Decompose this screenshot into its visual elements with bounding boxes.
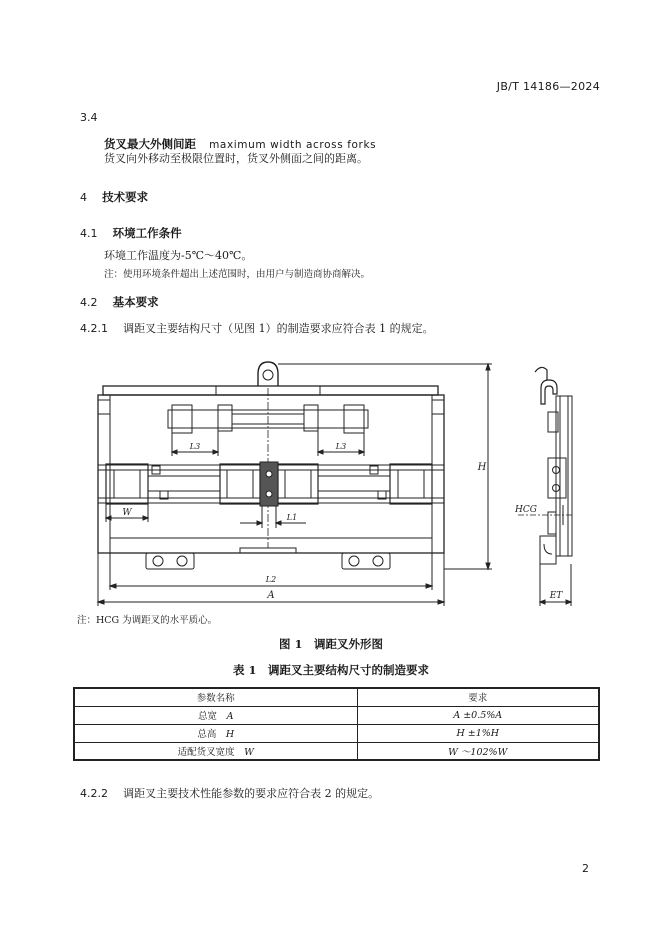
section-4-1-text: 环境工作温度为-5℃～40℃。 — [104, 249, 253, 262]
label-hcg: HCG — [515, 505, 537, 515]
parameter-symbol: A — [226, 711, 234, 722]
label-w: W — [122, 508, 132, 518]
label-et: ET — [549, 591, 563, 601]
section-4-2-heading — [80, 291, 159, 310]
label-l2: L2 — [265, 575, 277, 584]
section-4-title: 技术要求 — [102, 190, 149, 204]
label-h: H — [477, 462, 487, 473]
parameter-symbol: H — [225, 729, 235, 740]
table-caption: 表 1 调距叉主要结构尺寸的制造要求 — [232, 663, 429, 677]
term-zh: 货叉最大外侧间距 — [104, 137, 196, 151]
section-3-4-number: 3.4 — [80, 111, 98, 124]
section-4-1-heading — [80, 222, 182, 241]
side-view — [518, 367, 574, 606]
term-en: maximum width across forks — [209, 139, 377, 151]
figure-1-drawing — [0, 355, 662, 615]
label-l3-right: L3 — [335, 442, 347, 451]
parameter-cell — [74, 706, 357, 724]
parameter-symbol: W — [244, 746, 254, 758]
column-header-parameter: 参数名称 — [74, 688, 357, 706]
section-4-2-2 — [80, 782, 379, 801]
section-4-2-2-text: 调距叉主要技术性能参数的要求应符合表 2 的规定。 — [123, 787, 380, 800]
section-4-number: 4 — [80, 191, 87, 204]
section-4-2-1 — [80, 317, 434, 336]
section-4-2-1-number: 4.2.1 — [80, 322, 108, 335]
parameter-name: 总高 — [197, 729, 217, 740]
label-a: A — [267, 590, 275, 601]
section-4-2-number: 4.2 — [80, 296, 98, 309]
front-view — [98, 362, 492, 606]
requirement-cell: H ±1%H — [357, 724, 599, 742]
table-row — [74, 706, 599, 724]
requirement-cell: A ±0.5%A — [357, 706, 599, 724]
section-4-2-title: 基本要求 — [112, 295, 159, 309]
table-row — [74, 724, 599, 742]
section-3-4-definition: 货叉向外移动至极限位置时，货叉外侧面之间的距离。 — [104, 152, 368, 165]
section-4-2-1-text: 调距叉主要结构尺寸（见图 1）的制造要求应符合表 1 的规定。 — [123, 322, 434, 335]
page-number: 2 — [582, 862, 589, 875]
requirements-table — [73, 687, 600, 761]
parameter-name: 适配货叉宽度 — [177, 746, 235, 758]
table-row — [74, 742, 599, 760]
label-l3-left: L3 — [189, 442, 201, 451]
section-4-1-note: 注：使用环境条件超出上述范围时，由用户与制造商协商解决。 — [104, 269, 371, 280]
column-header-requirement: 要求 — [357, 688, 599, 706]
parameter-cell — [74, 724, 357, 742]
figure-caption: 图 1 调距叉外形图 — [278, 637, 383, 651]
requirement-cell: W ～102%W — [357, 742, 599, 760]
section-4-1-number: 4.1 — [80, 227, 98, 240]
parameter-name: 总宽 — [198, 711, 218, 722]
figure-note: 注：HCG 为调距叉的水平质心。 — [77, 615, 218, 626]
label-l1: L1 — [286, 513, 298, 522]
parameter-cell — [74, 742, 357, 760]
standard-code: JB/T 14186—2024 — [496, 80, 600, 93]
table-header-row — [74, 688, 599, 706]
section-4-1-title: 环境工作条件 — [112, 226, 182, 240]
section-4-2-2-number: 4.2.2 — [80, 787, 108, 800]
section-4-heading — [80, 186, 148, 205]
